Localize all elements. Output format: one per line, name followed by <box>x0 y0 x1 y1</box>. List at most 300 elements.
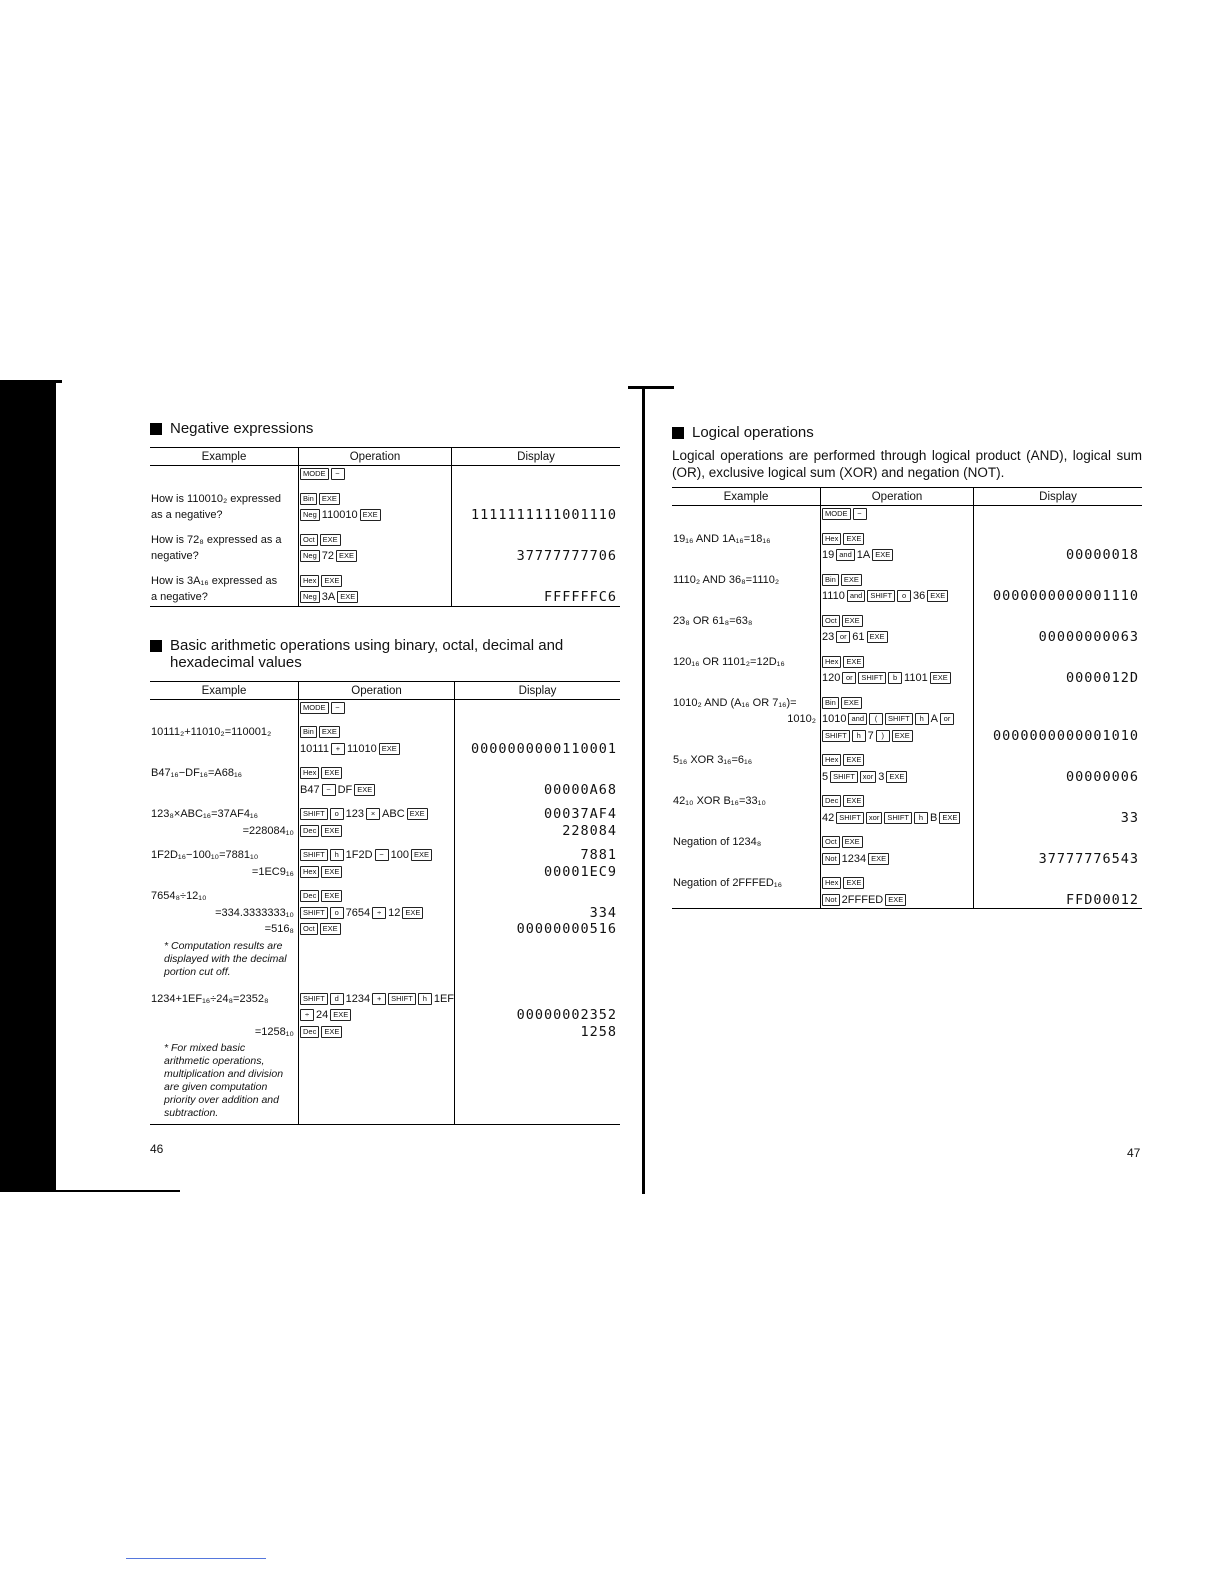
operation-line <box>821 547 973 564</box>
operation-line <box>821 711 973 728</box>
display-readout: 7881 <box>580 847 617 863</box>
display-readout: 00000A68 <box>543 781 617 798</box>
operation-cell <box>821 531 974 564</box>
spacer-cell <box>452 524 621 532</box>
key-exe-icon: EXE <box>360 509 381 521</box>
display-readout: 00037AF4 <box>543 806 617 822</box>
operation-line <box>821 892 973 909</box>
spacer-cell <box>299 483 452 491</box>
left-page <box>150 420 620 1125</box>
display-readout: 00000000063 <box>1038 629 1139 645</box>
spacer-cell <box>672 687 821 695</box>
key-shift-icon: SHIFT <box>300 993 328 1005</box>
operation-line <box>821 752 973 769</box>
operand-text: 100 <box>390 849 409 861</box>
example-cell <box>672 572 821 605</box>
display-cell <box>974 695 1143 745</box>
negative-expressions-table <box>150 447 620 607</box>
display-cell <box>452 466 621 483</box>
key-hex-icon: Hex <box>822 656 841 668</box>
operation-line <box>299 864 454 881</box>
display-readout <box>974 506 1142 523</box>
operation-line <box>821 670 973 687</box>
display-readout <box>974 654 1142 671</box>
example-line: How is 72₈ expressed as a <box>151 533 282 546</box>
row-spacer <box>672 564 1142 572</box>
key-xor-icon: xor <box>866 812 882 824</box>
operation-cell <box>299 532 452 565</box>
example-line <box>150 741 298 758</box>
key-o-icon: o <box>330 907 344 919</box>
spacer-cell <box>672 605 821 613</box>
example-line <box>672 629 820 646</box>
key-bin-icon: Bin <box>300 493 317 505</box>
key-exe-icon: EXE <box>321 825 342 837</box>
key-hex-icon: Hex <box>822 533 841 545</box>
key-exe-icon: EXE <box>319 493 340 505</box>
key-exe-icon: EXE <box>843 877 864 889</box>
spacer-cell <box>455 983 620 991</box>
example-line: =228084₁₀ <box>242 824 294 837</box>
operand-text: 1110 <box>822 590 845 602</box>
example-line: 1234+1EF₁₆÷24₈=2352₈ <box>151 992 269 1005</box>
example-line: as a negative? <box>151 509 223 521</box>
example-line <box>150 1007 298 1024</box>
key-exe-icon: EXE <box>843 795 864 807</box>
spacer-cell <box>455 716 620 724</box>
display-cell <box>455 888 620 983</box>
example-cell <box>150 699 299 716</box>
operand-text: 1F2D <box>345 849 373 861</box>
spacer-cell <box>150 839 299 847</box>
spacer-cell <box>821 826 974 834</box>
operation-cell <box>821 654 974 687</box>
operation-line <box>299 847 454 864</box>
row-spacer <box>672 826 1142 834</box>
example-cell <box>150 466 299 483</box>
operation-line <box>299 921 454 938</box>
row-spacer <box>150 880 620 888</box>
logical-operations-table <box>672 487 1142 909</box>
key-hex-icon: Hex <box>300 575 319 587</box>
display-cell <box>455 724 620 757</box>
key-h-icon: h <box>330 849 344 861</box>
key-hex-icon: Hex <box>300 866 319 878</box>
operation-line <box>821 728 973 745</box>
operand-text: 1234 <box>345 992 371 1005</box>
key-exe-icon: EXE <box>841 574 862 586</box>
key-h-icon: h <box>915 713 929 725</box>
example-cell <box>672 654 821 687</box>
table-row <box>150 765 620 798</box>
example-line: =516₈ <box>264 923 294 935</box>
spacer-cell <box>672 826 821 834</box>
operand-text: 3A <box>321 591 336 603</box>
display-readout: 00001EC9 <box>543 863 617 880</box>
display-readout: 00000006 <box>1065 768 1139 785</box>
example-line: negative? <box>151 550 199 562</box>
key-bin-icon: Bin <box>300 726 317 738</box>
center-gutter-hook <box>628 386 674 389</box>
key-o-icon: o <box>330 808 344 820</box>
operation-cell <box>299 724 455 757</box>
key-exe-icon: EXE <box>319 726 340 738</box>
key-and-icon: and <box>848 713 867 725</box>
table-row <box>672 875 1142 909</box>
spacer-cell <box>150 716 299 724</box>
key-exe-icon: EXE <box>886 771 907 783</box>
display-readout: 334 <box>589 904 617 921</box>
operand-text: 2FFFED <box>841 893 884 906</box>
display-readout: 0000000000001110 <box>992 588 1139 604</box>
example-line: =334.3333333₁₀ <box>215 906 294 919</box>
operation-cell <box>299 806 455 839</box>
key-symbol-icon: ÷ <box>372 907 386 919</box>
spacer-cell <box>821 564 974 572</box>
operation-line <box>299 548 451 565</box>
example-line <box>150 782 298 799</box>
operation-line <box>821 810 973 827</box>
example-line: 1110₂ AND 36₈=1110₂ <box>673 573 780 586</box>
bottom-rule <box>126 1558 266 1559</box>
key-exe-icon: EXE <box>330 1009 351 1021</box>
table-row <box>672 695 1142 745</box>
key-symbol-icon: + <box>372 993 386 1005</box>
display-readout <box>452 491 620 508</box>
display-readout <box>974 572 1142 589</box>
row-spacer <box>672 785 1142 793</box>
key-shift-icon: SHIFT <box>388 993 416 1005</box>
key-exe-icon: EXE <box>842 615 863 627</box>
spacer-cell <box>974 867 1143 875</box>
key-exe-icon: EXE <box>320 534 341 546</box>
row-spacer <box>150 565 620 573</box>
example-cell <box>150 532 299 565</box>
key-exe-icon: EXE <box>939 812 960 824</box>
example-line <box>672 728 820 745</box>
example-line <box>672 810 820 827</box>
operation-line <box>821 769 973 786</box>
example-line: 10111₂+11010₂=110001₂ <box>151 726 272 738</box>
spacer-cell <box>821 646 974 654</box>
spacer-cell <box>974 826 1143 834</box>
display-readout: 00000002352 <box>516 1007 617 1023</box>
display-readout: 37777777706 <box>516 548 617 564</box>
operand-text: 10111 <box>300 742 329 755</box>
key-exe-icon: EXE <box>841 697 862 709</box>
operand-text: 19 <box>822 549 835 561</box>
display-cell <box>974 793 1143 826</box>
table-row <box>150 724 620 757</box>
column-header-example: Example <box>672 488 821 506</box>
display-readout: 00000018 <box>1065 547 1139 563</box>
operation-cell <box>821 695 974 745</box>
column-header-display: Display <box>455 681 620 699</box>
key-exe-icon: EXE <box>407 808 428 820</box>
example-line: 19₁₆ AND 1A₁₆=18₁₆ <box>673 532 771 545</box>
spacer-cell <box>299 757 455 765</box>
key-xor-icon: xor <box>860 771 876 783</box>
table-row <box>150 991 620 1125</box>
example-line: 1010₂ AND (A₁₆ OR 7₁₆)= <box>673 696 797 709</box>
key-neg-icon: Neg <box>300 509 320 521</box>
operation-line <box>821 834 973 851</box>
operation-line <box>299 741 454 758</box>
display-cell <box>974 654 1143 687</box>
operation-line <box>821 875 973 892</box>
key-shift-icon: SHIFT <box>836 812 864 824</box>
key-shift-icon: SHIFT <box>300 849 328 861</box>
operation-line <box>821 851 973 868</box>
column-header-operation: Operation <box>299 448 452 466</box>
operand-text: A <box>930 713 939 725</box>
operand-text: 110010 <box>321 509 358 521</box>
key-symbol-icon: ) <box>876 730 890 742</box>
operation-line <box>299 573 451 590</box>
table-row <box>150 847 620 880</box>
key-exe-icon: EXE <box>930 672 951 684</box>
key-neg-icon: Neg <box>300 591 320 603</box>
section-heading-negative: Negative expressions <box>150 420 620 437</box>
display-cell <box>974 834 1143 867</box>
display-cell <box>452 573 621 607</box>
key-exe-icon: EXE <box>843 533 864 545</box>
example-cell <box>672 875 821 909</box>
table-row <box>150 699 620 716</box>
key-symbol-icon: − <box>853 508 867 520</box>
key-shift-icon: SHIFT <box>867 590 895 602</box>
operation-line <box>821 531 973 548</box>
display-readout <box>974 793 1142 810</box>
display-readout: 0000012D <box>1065 670 1139 686</box>
operation-cell <box>821 572 974 605</box>
spacer-cell <box>821 523 974 531</box>
operation-line <box>821 572 973 589</box>
right-page <box>672 424 1142 909</box>
spacer-cell <box>299 798 455 806</box>
row-spacer <box>672 687 1142 695</box>
key-dec-icon: Dec <box>300 890 319 902</box>
key-exe-icon: EXE <box>411 849 432 861</box>
operand-text: 1A <box>856 549 871 561</box>
display-readout: 1111111111001110 <box>470 507 617 523</box>
table-row <box>150 806 620 839</box>
footnote: * Computation results are displayed with the decimal portion cut off. <box>164 939 287 978</box>
key-and-icon: and <box>847 590 866 602</box>
example-cell <box>672 793 821 826</box>
table-row <box>150 888 620 983</box>
display-readout: 1258 <box>580 1023 617 1040</box>
display-cell <box>974 875 1143 909</box>
operand-text: 5 <box>822 770 829 783</box>
example-line: B47₁₆−DF₁₆=A68₁₆ <box>151 767 243 779</box>
display-cell <box>455 765 620 798</box>
example-line <box>672 506 820 523</box>
operation-cell <box>299 888 455 983</box>
example-line: 23₈ OR 61₈=63₈ <box>673 614 753 627</box>
table-row <box>150 466 620 483</box>
example-cell <box>150 847 299 880</box>
page-number-right: 47 <box>1127 1146 1141 1160</box>
spacer-cell <box>974 646 1143 654</box>
column-header-example: Example <box>150 448 299 466</box>
spacer-cell <box>299 839 455 847</box>
key-d-icon: d <box>330 993 344 1005</box>
example-line: How is 3A₁₆ expressed as <box>151 574 278 587</box>
example-cell <box>150 888 299 983</box>
spacer-cell <box>974 564 1143 572</box>
spacer-cell <box>455 798 620 806</box>
spacer-cell <box>299 524 452 532</box>
column-header-operation: Operation <box>821 488 974 506</box>
operation-line <box>299 806 454 823</box>
operand-text: 1EF <box>433 992 455 1005</box>
example-line: =1EC9₁₆ <box>251 865 294 878</box>
row-spacer <box>150 798 620 806</box>
key-exe-icon: EXE <box>892 730 913 742</box>
key-o-icon: o <box>897 590 911 602</box>
key-oct-icon: Oct <box>300 923 318 935</box>
spacer-cell <box>455 757 620 765</box>
key-hex-icon: Hex <box>300 767 319 779</box>
operation-cell <box>299 765 455 798</box>
operand-text: 24 <box>316 1009 329 1021</box>
display-readout <box>974 531 1142 548</box>
table-row <box>150 532 620 565</box>
operand-text: B47 <box>300 783 320 796</box>
operation-line <box>299 507 451 524</box>
key-exe-icon: EXE <box>843 656 864 668</box>
key-exe-icon: EXE <box>868 853 889 865</box>
example-cell <box>672 752 821 785</box>
row-spacer <box>672 867 1142 875</box>
left-binding-corner <box>0 380 62 383</box>
column-header-display: Display <box>974 488 1143 506</box>
example-line: =1258₁₀ <box>254 1025 294 1038</box>
spacer-cell <box>299 565 452 573</box>
spacer-cell <box>299 880 455 888</box>
key-symbol-icon: × <box>366 808 380 820</box>
key-exe-icon: EXE <box>885 894 906 906</box>
key-exe-icon: EXE <box>379 743 400 755</box>
operand-text: 7 <box>867 729 874 742</box>
column-header-example: Example <box>150 681 299 699</box>
spacer-cell <box>821 605 974 613</box>
key-not-icon: Not <box>822 894 840 906</box>
operation-line <box>299 905 454 922</box>
display-readout <box>974 834 1142 851</box>
display-cell <box>974 613 1143 646</box>
spacer-cell <box>150 565 299 573</box>
display-cell <box>974 752 1143 785</box>
key-mode-icon: MODE <box>300 702 329 714</box>
operation-line <box>299 724 454 741</box>
spacer-cell <box>150 524 299 532</box>
table-row <box>672 752 1142 785</box>
operation-cell <box>821 752 974 785</box>
operand-text: 42 <box>822 811 835 824</box>
table-header-row <box>150 448 620 466</box>
key-or-icon: or <box>842 672 856 684</box>
operation-line <box>299 823 454 840</box>
display-readout <box>452 573 620 590</box>
display-cell <box>452 491 621 524</box>
table-row <box>672 572 1142 605</box>
example-cell <box>150 806 299 839</box>
display-cell <box>974 572 1143 605</box>
logical-intro-paragraph: Logical operations are performed through logical product (AND), logical sum (OR), exclusive logical sum (XOR) and negation (NOT). <box>672 448 1142 480</box>
row-spacer <box>672 744 1142 752</box>
key-symbol-icon: ( <box>869 713 883 725</box>
example-cell <box>672 695 821 745</box>
operand-text: 1234 <box>841 852 867 865</box>
example-cell <box>150 491 299 524</box>
example-line: 5₁₆ XOR 3₁₆=6₁₆ <box>673 754 753 766</box>
spacer-cell <box>974 605 1143 613</box>
display-cell <box>455 847 620 880</box>
page-number-left: 46 <box>150 1142 164 1156</box>
column-header-display: Display <box>452 448 621 466</box>
operand-text: DF <box>337 783 353 796</box>
row-spacer <box>150 524 620 532</box>
operation-cell <box>821 834 974 867</box>
section-heading-arithmetic: Basic arithmetic operations using binary, octal, decimal and hexadecimal values <box>150 637 620 671</box>
display-readout <box>452 532 620 549</box>
key-exe-icon: EXE <box>872 549 893 561</box>
operand-text: 11010 <box>346 742 377 755</box>
spacer-cell <box>821 867 974 875</box>
key-symbol-icon: − <box>322 784 336 796</box>
spacer-cell <box>672 646 821 654</box>
operation-line <box>299 1007 454 1024</box>
operand-text: 1010 <box>822 713 847 725</box>
display-cell <box>455 806 620 839</box>
example-line <box>672 547 820 564</box>
example-line: 123₈×ABC₁₆=37AF4₁₆ <box>151 808 259 820</box>
key-symbol-icon: − <box>375 849 389 861</box>
operation-line <box>299 700 454 717</box>
key-exe-icon: EXE <box>321 866 342 878</box>
operation-cell <box>299 991 455 1125</box>
display-cell <box>452 532 621 565</box>
display-readout: FFFFFFC6 <box>543 589 617 605</box>
table-header-row <box>150 681 620 699</box>
spacer-cell <box>821 744 974 752</box>
example-line: 120₁₆ OR 1101₂=12D₁₆ <box>673 655 785 668</box>
example-line <box>150 700 298 717</box>
example-line: 7654₈÷12₁₀ <box>151 890 207 902</box>
spacer-cell <box>672 523 821 531</box>
spacer-cell <box>974 687 1143 695</box>
spacer-cell <box>974 744 1143 752</box>
spacer-cell <box>299 983 455 991</box>
operation-line <box>821 613 973 630</box>
operand-text: 23 <box>822 631 835 643</box>
key-bin-icon: Bin <box>822 697 839 709</box>
display-cell <box>974 531 1143 564</box>
spacer-cell <box>150 880 299 888</box>
operand-text: 3 <box>878 770 885 783</box>
key-dec-icon: Dec <box>822 795 841 807</box>
operation-line <box>299 765 454 782</box>
key-oct-icon: Oct <box>822 836 840 848</box>
key-h-icon: h <box>418 993 432 1005</box>
operand-text: 7654 <box>345 906 371 919</box>
key-hex-icon: Hex <box>822 877 841 889</box>
section-heading-logical: Logical operations <box>672 424 1142 441</box>
example-line: Negation of 2FFFED₁₆ <box>673 877 783 889</box>
operation-cell <box>821 506 974 523</box>
